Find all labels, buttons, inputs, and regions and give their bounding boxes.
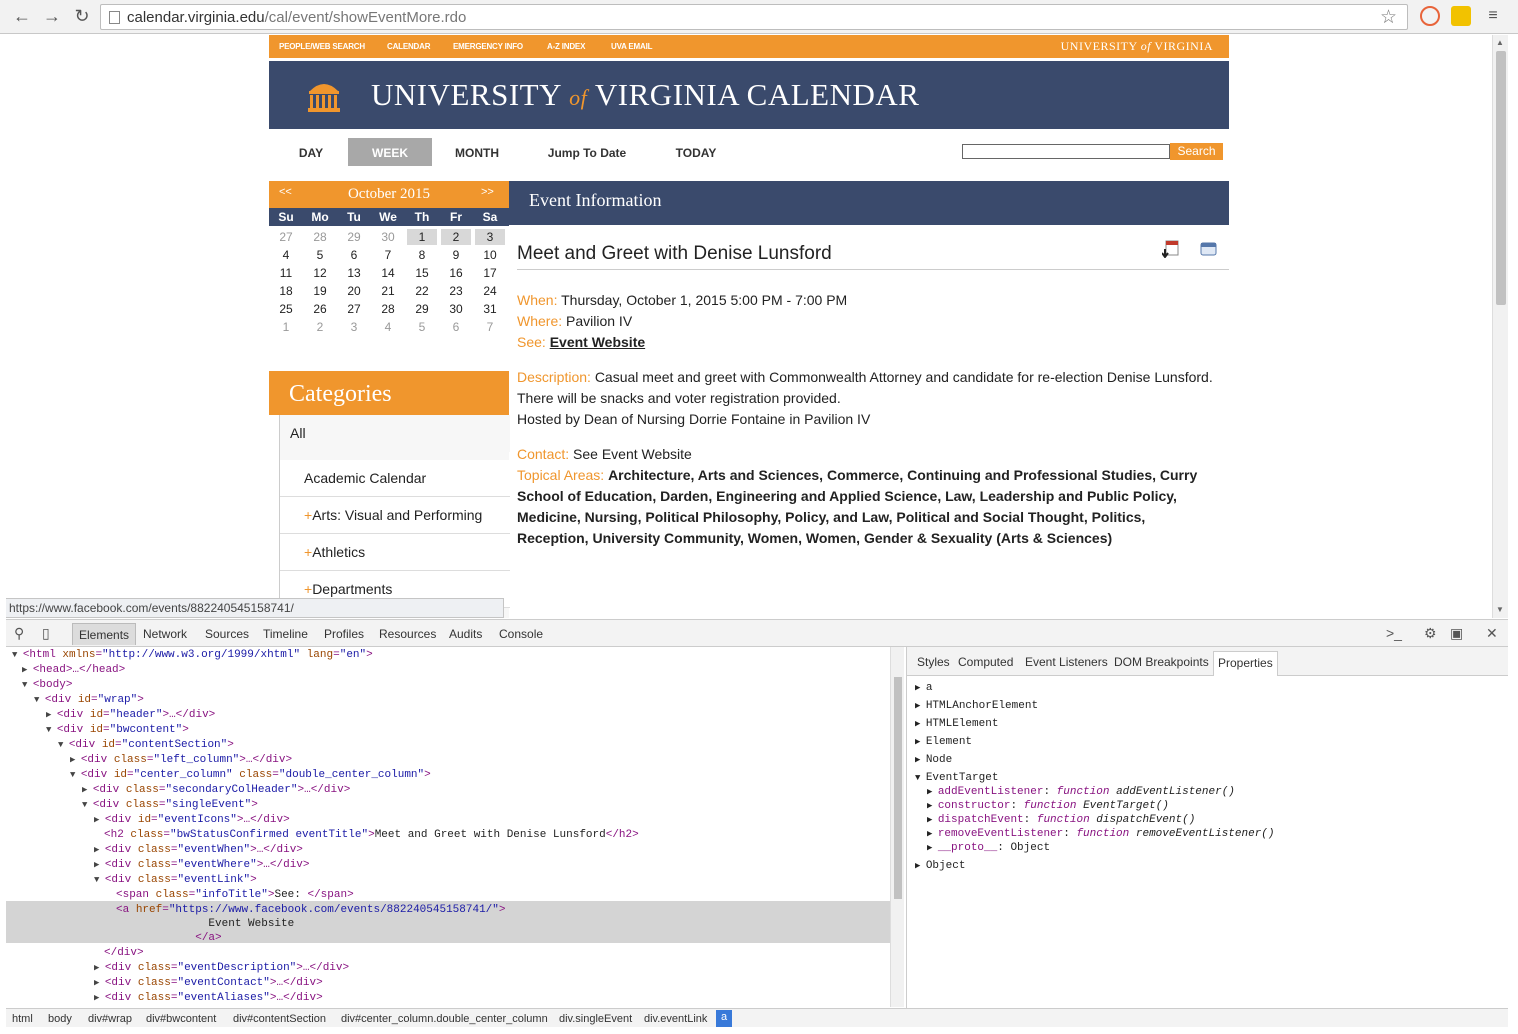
calendar-day[interactable]: 2 [316,320,324,334]
mini-calendar-header [269,181,509,208]
category-academic-calendar[interactable]: Academic Calendar [280,460,510,497]
calendar-day[interactable]: 12 [313,266,327,280]
event-information-heading: Event Information [509,181,1229,225]
dom-node[interactable]: ▶ <div class="eventAliases">…</div> [94,992,323,1004]
category-departments[interactable]: +Departments [280,571,510,608]
window-edge-bottom [0,1027,1518,1034]
util-people-search[interactable]: PEOPLE/WEB SEARCH [279,42,365,51]
tab-network[interactable]: Network [143,627,188,641]
calendar-day[interactable]: 18 [279,284,293,298]
calendar-day[interactable]: 11 [279,266,293,280]
calendar-day[interactable]: 19 [313,284,327,298]
window-edge [1508,35,1518,1034]
property-entry[interactable]: ▶ addEventListener: function addEventListener() [927,786,1235,798]
download-ical-icon[interactable] [1162,240,1180,258]
sidebar-tabs [907,647,1509,676]
dom-node[interactable]: ▶ <div id="eventIcons">…</div> [94,814,290,826]
category-arts[interactable]: +Arts: Visual and Performing [280,497,510,534]
breadcrumb-item[interactable]: div#contentSection [233,1013,326,1025]
property-entry[interactable]: ▶ dispatchEvent: function dispatchEvent() [927,814,1196,826]
event-description-line2: There will be snacks and voter registration provided. [517,390,841,406]
util-az-index[interactable]: A-Z INDEX [547,42,586,51]
tab-resources[interactable]: Resources [379,627,437,641]
uva-wordmark[interactable]: UNIVERSITY of VIRGINIA [1060,39,1213,53]
property-group[interactable]: ▶ HTMLAnchorElement [915,700,1039,712]
dom-node[interactable]: ▼ <html xmlns="http://www.w3.org/1999/xhtml" lang="en"> [12,649,373,661]
tab-dom-breakpoints[interactable]: DOM Breakpoints [1114,655,1209,669]
property-group[interactable]: ▼ EventTarget [915,772,999,784]
calendar-day[interactable]: 29 [415,302,429,316]
calendar-day[interactable]: 4 [282,248,290,262]
calendar-day[interactable]: 20 [347,284,361,298]
weekday-label: Su [278,210,294,224]
event-topics: Topical Areas: Architecture, Arts and Sciences, Commerce, Continuing and Professional Studies, Curry [517,467,1198,483]
calendar-day[interactable]: 28 [313,230,327,244]
page-viewport [6,35,1508,618]
dom-node[interactable]: ▶ <div class="eventDescription">…</div> [94,962,350,974]
dom-node[interactable]: </div> [104,947,144,959]
tab-computed[interactable]: Computed [958,655,1014,669]
dom-node[interactable]: ▶ <div class="left_column">…</div> [70,754,293,766]
dom-node[interactable]: ▼ <body> [22,679,73,691]
event-topics-line3: Medicine, Nursing, Political Philosophy, Policy, and Law, Political and Social Thought, Politics, [517,509,1146,525]
calendar-day[interactable]: 10 [483,248,497,262]
calendar-day[interactable]: 16 [449,266,463,280]
calendar-weekday-row [269,208,509,226]
inspect-search-icon[interactable]: ⚲ [14,625,25,641]
event-description: Description: Casual meet and greet with Commonwealth Attorney and candidate for re-election Denise Lunsford. [517,369,1213,385]
dom-node[interactable]: <a href="https://www.facebook.com/events/882240545158741/"> [116,904,506,916]
calendar-day[interactable]: 7 [384,248,392,262]
calendar-day[interactable]: 5 [418,320,426,334]
add-to-calendar-icon[interactable] [1200,240,1218,258]
weekday-label: Tu [347,210,361,224]
calendar-day[interactable]: 24 [483,284,497,298]
property-entry[interactable]: ▶ __proto__: Object [927,842,1051,854]
view-nav [269,129,1229,175]
title-divider [517,269,1229,270]
tab-sources[interactable]: Sources [205,627,250,641]
dock-icon[interactable]: ▣ [1450,625,1464,641]
tab-week[interactable]: WEEK [348,138,432,166]
banner-title: UNIVERSITY of VIRGINIA CALENDAR [371,77,920,112]
breadcrumb-item[interactable]: div.singleEvent [559,1013,633,1025]
calendar-day[interactable]: 13 [347,266,361,280]
calendar-day[interactable]: 14 [381,266,395,280]
devtools-sidebar [906,647,1508,1028]
util-uva-email[interactable]: UVA EMAIL [611,42,653,51]
page-scrollbar[interactable]: ▲ ▼ [1492,35,1508,618]
calendar-day[interactable]: 26 [313,302,327,316]
dom-node[interactable]: </a> [116,932,222,944]
devtools-panel [6,619,1508,1027]
weekday-label: Mo [311,210,329,224]
device-mode-icon[interactable]: ▯ [42,625,50,641]
event-topics-line2: School of Education, Darden, Engineering and Applied Science, Law, Leadership and Public Policy, [517,488,1177,504]
calendar-day[interactable]: 2 [441,229,471,245]
tab-elements[interactable]: Elements [72,623,136,645]
dom-node[interactable]: <h2 class="bwStatusConfirmed eventTitle">Meet and Greet with Denise Lunsford</h2> [104,829,639,841]
property-entry[interactable]: ▶ constructor: function EventTarget() [927,800,1169,812]
tab-profiles[interactable]: Profiles [324,627,365,641]
breadcrumb-item[interactable]: div#bwcontent [146,1013,217,1025]
calendar-day[interactable]: 1 [282,320,290,334]
back-icon[interactable]: ← [13,6,31,26]
dom-node[interactable]: ▼ <div id="center_column" class="double_center_column"> [70,769,431,781]
calendar-day[interactable]: 29 [347,230,361,244]
dom-node[interactable]: ▼ <div class="singleEvent"> [82,799,258,811]
calendar-day[interactable]: 21 [381,284,395,298]
property-group[interactable]: ▶ Node [915,754,953,766]
tab-styles[interactable]: Styles [917,655,950,669]
event-description-line3: Hosted by Dean of Nursing Dorrie Fontaine in Pavilion IV [517,411,871,427]
categories-list [279,415,509,618]
calendar-day[interactable]: 3 [475,229,505,245]
breadcrumb-item[interactable]: div#center_column.double_center_column [341,1013,548,1025]
calendar-next-button[interactable]: >> [481,186,494,198]
calendar-banner [269,61,1229,129]
calendar-day[interactable]: 8 [418,248,426,262]
calendar-day[interactable]: 25 [279,302,293,316]
calendar-day[interactable]: 15 [415,266,429,280]
breadcrumb-item[interactable]: div.eventLink [644,1013,708,1025]
weekday-label: Fr [450,210,462,224]
settings-gear-icon[interactable]: ⚙ [1424,625,1437,641]
calendar-day[interactable]: 5 [316,248,324,262]
dom-node[interactable]: ▼ <div class="eventLink"> [94,874,257,886]
calendar-day[interactable]: 28 [381,302,395,316]
calendar-day[interactable]: 22 [415,284,429,298]
bookmark-star-icon[interactable]: ☆ [1379,7,1397,28]
dom-tree-scrollbar[interactable] [890,647,904,1007]
tab-month[interactable]: MONTH [455,146,499,160]
calendar-day[interactable]: 30 [449,302,463,316]
search-input[interactable] [962,144,1170,159]
calendar-day[interactable]: 17 [483,266,497,280]
dom-node[interactable]: Event Website [116,918,295,930]
event-contact: Contact: See Event Website [517,446,692,462]
calendar-day[interactable]: 9 [452,248,460,262]
dom-node[interactable]: ▼ <div id="contentSection"> [58,739,234,751]
forward-icon[interactable]: → [43,6,61,26]
lock-extension-icon[interactable] [1451,6,1471,26]
console-drawer-icon[interactable]: >_ [1386,625,1402,641]
dom-node[interactable]: ▼ <div id="bwcontent"> [46,724,189,736]
tab-event-listeners[interactable]: Event Listeners [1025,655,1108,669]
breadcrumb-item[interactable]: body [48,1013,72,1025]
tab-timeline[interactable]: Timeline [263,627,308,641]
close-devtools-icon[interactable]: ✕ [1486,625,1498,641]
calendar-day[interactable]: 6 [350,248,358,262]
category-athletics[interactable]: +Athletics [280,534,510,571]
calendar-day[interactable]: 27 [347,302,361,316]
event-where: Where: Pavilion IV [517,313,633,329]
dom-node[interactable]: ▶ <div class="eventWhen">…</div> [94,844,303,856]
reload-icon[interactable]: ↻ [74,6,90,26]
page-icon [109,11,120,24]
event-see: See: Event Website [517,334,646,350]
util-emergency[interactable]: EMERGENCY INFO [453,42,523,51]
url-text: calendar.virginia.edu/cal/event/showEventMore.rdo [127,9,467,26]
breadcrumb-item[interactable]: html [12,1013,33,1025]
calendar-prev-button[interactable]: << [279,186,292,198]
calendar-day[interactable]: 23 [449,284,463,298]
calendar-day[interactable]: 3 [350,320,358,334]
event-topics-line4: Reception, University Community, Women, Women, Gender & Sexuality (Arts & Sciences) [517,530,1113,546]
calendar-day[interactable]: 6 [452,320,460,334]
tab-properties[interactable]: Properties [1213,651,1278,676]
address-bar[interactable] [100,4,1408,30]
extension-icon[interactable] [1420,6,1440,26]
tab-jump-to-date[interactable]: Jump To Date [547,146,627,160]
breadcrumb-item[interactable]: a [716,1010,732,1027]
event-title: Meet and Greet with Denise Lunsford [517,243,832,264]
categories-heading: Categories [269,371,509,415]
calendar-day[interactable]: 1 [407,229,437,245]
calendar-day[interactable]: 30 [381,230,395,244]
property-group[interactable]: ▶ HTMLElement [915,718,999,730]
dom-node[interactable]: ▶ <div id="header">…</div> [46,709,216,721]
rotunda-logo-icon[interactable] [306,77,342,113]
calendar-day[interactable]: 4 [384,320,392,334]
calendar-day[interactable]: 31 [483,302,497,316]
dom-node[interactable]: <span class="infoTitle">See: </span> [116,889,354,901]
dom-node[interactable]: ▶ <div class="eventWhere">…</div> [94,859,310,871]
dom-node[interactable]: ▶ <head>…</head> [22,664,126,676]
browser-toolbar [0,0,1518,34]
page-scrollbar-thumb[interactable] [1496,51,1506,305]
event-website-link[interactable]: Event Website [549,334,646,350]
event-when: When: Thursday, October 1, 2015 5:00 PM - 7:00 PM [517,292,848,308]
dom-breadcrumb [6,1008,1508,1028]
devtools-toolbar [6,620,1508,647]
calendar-day[interactable]: 27 [279,230,293,244]
property-group[interactable]: ▶ Element [915,736,973,748]
tab-today[interactable]: TODAY [675,146,717,160]
weekday-label: We [379,210,397,224]
property-group[interactable]: ▶ a [915,682,933,694]
tab-day[interactable]: DAY [298,146,324,160]
search-button[interactable]: Search [1170,143,1223,160]
utility-bar [269,35,1229,58]
menu-icon[interactable]: ≡ [1488,7,1498,24]
dom-tree [6,647,890,1007]
tab-audits[interactable]: Audits [449,627,483,641]
dom-node[interactable]: ▼ <div id="wrap"> [34,694,144,706]
status-bar-url: https://www.facebook.com/events/882240545158741/ [6,598,504,618]
breadcrumb-item[interactable]: div#wrap [88,1013,133,1025]
tab-console[interactable]: Console [499,627,544,641]
dom-node[interactable]: ▶ <div class="secondaryColHeader">…</div> [82,784,351,796]
dom-node[interactable]: ▶ <div class="eventContact">…</div> [94,977,323,989]
weekday-label: Th [414,210,430,224]
weekday-label: Sa [482,210,498,224]
property-group[interactable]: ▶ Object [915,860,966,872]
category-all[interactable]: All [280,415,510,452]
util-calendar[interactable]: CALENDAR [387,42,431,51]
calendar-day[interactable]: 7 [486,320,494,334]
calendar-month-title: October 2015 [347,186,431,202]
property-entry[interactable]: ▶ removeEventListener: function removeEventListener() [927,828,1275,840]
